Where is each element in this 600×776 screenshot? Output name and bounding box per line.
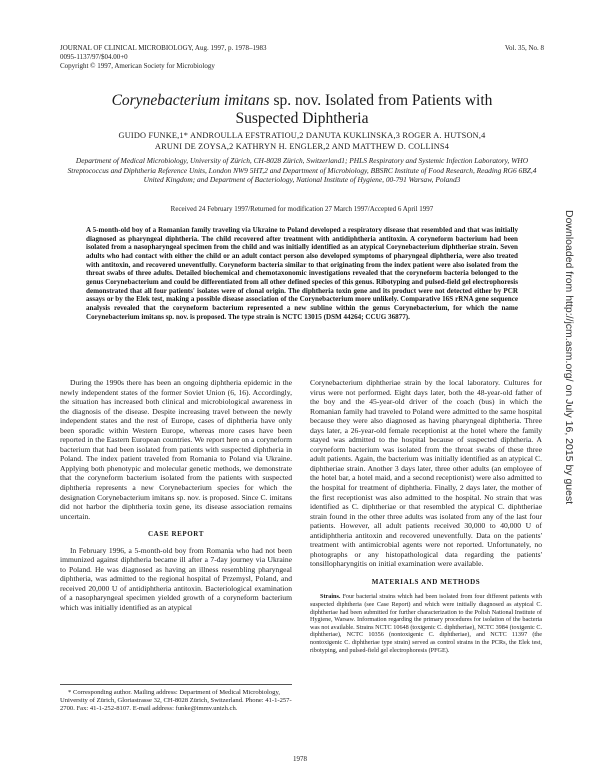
authors-line2: ARUNI DE ZOYSA,2 KATHRYN H. ENGLER,2 AND MATTHEW D. COLLINS4 (154, 142, 450, 151)
abstract: A 5-month-old boy of a Romanian family traveling via Ukraine to Poland developed a respiratory disease that resembled and that was initially diagnosed as pharyngeal diphtheria. The child recovered after treatment with antidiphtheria antitoxin. A coryneform bacterium had been isolated from a nasopharyngeal specimen from the child and was initially identified as an atypical Corynebacterium diphtheriae strain. Seven adults who had contact with either the child or an adult contact person also developed symptoms of pharyngeal diphtheria, were also treated with antitoxin, and recovered uneventfully. Coryneform bacteria similar to that originating from the index patient were also isolated from the throat swabs of three adults. Detailed biochemical and chemotaxonomic investigations revealed that the coryneform bacteria belonged to the genus Corynebacterium and could be differentiated from all other defined species of this genus. Ribotyping and pulsed-field gel electrophoresis demonstrated that all four patients' isolates were of clonal origin. The diphtheria toxin gene and its product were not detected either by PCR assays or by the Elek test, making a possible disease association of the Corynebacterium more unlikely. Comparative 16S rRNA gene sequence analysis revealed that the coryneform bacterium represented a new subline within the genus Corynebacterium, for which the name Corynebacterium imitans sp. nov. is proposed. The type strain is NCTC 13015 (DSM 44264; CCUG 36877). (86, 226, 518, 321)
volume-label: Vol. 35, No. 8 (504, 44, 544, 52)
authors-line1: GUIDO FUNKE,1* ANDROULLA EFSTRATIOU,2 DANUTA KUKLINSKA,3 ROGER A. HUTSON,4 (118, 131, 486, 140)
methods-section (310, 593, 542, 654)
footnote-text: * Corresponding author. Mailing address: Department of Medical Microbiology, University of Zürich, Gloriastrasse 32, CH-8028 Zürich, Switzerland. Phone: 41-1-257-2700. Fax: 41-1-252-8107. E-mail address: funke@immv.unizh.ch. (60, 689, 292, 712)
article-title (60, 92, 544, 128)
methods-strains-text: Four bacterial strains which had been isolated from four different patients with suspected diphtheria (see Case Report) and which were initially diagnosed as atypical C. diphtheriae had been submitted for further characterization to the Polish National Institute of Hygiene, Warsaw. Information regarding the primary procedures for isolation of the bacteria was not available. Strains NCTC 10648 (toxigenic C. diphtheriae), NCTC 3984 (toxigenic C. diphtheriae), NCTC 10356 (nontoxigenic C. diphtheriae), and NCTC 11397 (the nontoxigenic C. diphtheriae type strain) served as control strains in the PCRs, the Elek test, ribotyping, and pulsed-field gel electrophoresis (PFGE). (310, 593, 542, 654)
title-line1-rest: sp. nov. Isolated from Patients with (269, 92, 493, 109)
journal-citation: JOURNAL OF CLINICAL MICROBIOLOGY, Aug. 1997, p. 1978–1983 (60, 44, 267, 52)
copyright-line: Copyright © 1997, American Society for Microbiology (60, 62, 215, 70)
page-number: 1978 (293, 755, 307, 763)
case-report-paragraph: In February 1996, a 5-month-old boy from Romania who had not been immunized against diphtheria became ill after a 7-day journey via Ukraine to Poland. He was diagnosed as having an illness resembling pharyngeal diphtheria, was admitted to the regional hospital of Przemysl, Poland, and received 20,000 U of antidiphtheria antitoxin. Bacteriological examination of a nasopharyngeal specimen yielded growth of a coryneform bacterium which was initially identified as an atypical (60, 545, 292, 613)
issn-line: 0095-1137/97/$04.00+0 (60, 53, 128, 61)
case-report-continued: Corynebacterium diphtheriae strain by the local laboratory. Cultures for virus were not performed. Eight days later, both the 48-year-old father of the boy and the 45-year-old driver of the coach (bus) in which the Romanian family had traveled to Poland were admitted to the same hospital because they were also diagnosed as having pharyngeal diphtheria. Three days later, a 26-year-old female receptionist at the hotel where the family stayed was admitted to the hospital because of suspected diphtheria. A coryneform bacterium was isolated from the throat swabs of these three adult patients. Again, the bacterium was initially identified as an atypical C. diphtheriae strain. Another 3 days later, three other adults (an employee of the hotel bar, a hotel maid, and a second receptionist) were also admitted to the hospital for treatment of diphtheria. Finally, 2 days later, the mother of the first receptionist was also admitted to the hospital. No strain that was identified as C. diphtheriae or that resembled the atypical C. diphtheriae strain found in the other three adults was isolated from any of the last four patients. However, all adult patients received 30,000 to 40,000 U of antidiphtheria antitoxin and recovered uneventfully. Data on the patients' treatment with antimicrobial agents were not reported. Unfortunately, no photographs or any histopathological data regarding the patients' tonsillopharyngitis on initial examination were available. (310, 378, 542, 569)
case-report-heading: CASE REPORT (148, 530, 204, 539)
author-list (60, 130, 544, 152)
title-species: Corynebacterium imitans (111, 92, 270, 109)
affiliations: Department of Medical Microbiology, University of Zürich, CH-8028 Zürich, Switzerland1; PHLS Respiratory and Systemic Infection Laboratory, WHO Streptococcus and Diphtheria Reference Units, London NW9 5HT,2 and Department of Microbiology, BBSRC Institute of Food Research, Reading RG6 6BZ,4 United Kingdom; and Department of Bacteriology, National Institute of Hygiene, 00-791 Warsaw, Poland3 (67, 156, 537, 185)
methods-strains-label: Strains. (320, 593, 341, 601)
received-dates: Received 24 February 1997/Returned for modification 27 March 1997/Accepted 6 April 1997 (170, 205, 434, 213)
left-column (60, 378, 292, 613)
journal-header (60, 44, 544, 71)
intro-paragraph: During the 1990s there has been an ongoing diphtheria epidemic in the newly independent states of the former Soviet Union (6, 16). Accordingly, the situation has increased both clinical and microbiological awareness in the diagnosis of the disease. Despite increasing travel between the newly independent states and the rest of Europe, cases of diphtheria have only been sporadic within Western Europe, whereas more cases have been reported in the Eastern European countries. We report here on a coryneform bacterium that had been isolated from patients with suspected diphtheria in Poland. The index patient traveled from Romania to Poland via Ukraine. Applying both phenotypic and molecular genetic methods, we demonstrate that the coryneform bacterium isolated from the patients with suspected diphtheria represents a new Corynebacterium species for which the designation Corynebacterium imitans sp. nov. is proposed. Since C. imitans did not harbor the diphtheria toxin gene, its disease association remains uncertain. (60, 378, 292, 521)
right-column (310, 378, 542, 654)
download-watermark: Downloaded from http://jcm.asm.org/ on July 16, 2015 by guest (563, 210, 575, 505)
title-line2: Suspected Diphtheria (235, 110, 369, 127)
corresponding-author-footnote (60, 684, 292, 713)
methods-heading: MATERIALS AND METHODS (371, 577, 481, 586)
